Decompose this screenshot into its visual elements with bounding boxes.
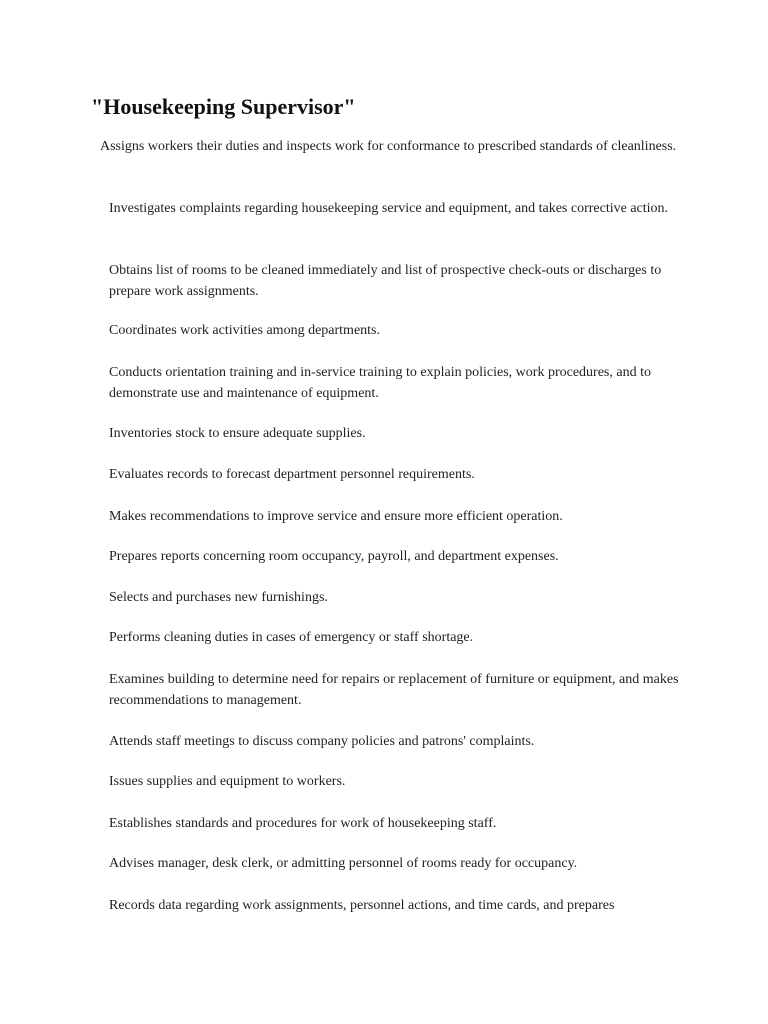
document-title: "Housekeeping Supervisor" (91, 94, 356, 119)
duty-item: Inventories stock to ensure adequate supplies. (109, 426, 366, 441)
duty-item: Obtains list of rooms to be cleaned immediately and list of prospective check-outs or discharges to prepare work assignments. (109, 263, 662, 299)
duty-item: Establishes standards and procedures for work of housekeeping staff. (109, 816, 497, 831)
duty-item: Selects and purchases new furnishings. (109, 590, 328, 605)
duty-item: Makes recommendations to improve service and ensure more efficient operation. (109, 509, 563, 524)
duty-item: Conducts orientation training and in-service training to explain policies, work procedures, and to demonstrate use and maintenance of equipment. (109, 365, 651, 401)
duty-item: Attends staff meetings to discuss company policies and patrons' complaints. (109, 734, 535, 749)
duty-item: Performs cleaning duties in cases of emergency or staff shortage. (109, 630, 474, 645)
duty-item: Prepares reports concerning room occupancy, payroll, and department expenses. (109, 549, 559, 564)
duty-item: Examines building to determine need for repairs or replacement of furniture or equipment, and makes recommendations to management. (109, 672, 679, 708)
duty-item: Assigns workers their duties and inspects work for conformance to prescribed standards of cleanliness. (100, 139, 677, 154)
duty-item: Issues supplies and equipment to workers. (109, 774, 346, 789)
duty-item: Records data regarding work assignments, personnel actions, and time cards, and prepares (109, 898, 615, 913)
duty-item: Coordinates work activities among departments. (109, 323, 380, 338)
duty-item: Evaluates records to forecast department personnel requirements. (109, 467, 475, 482)
duty-item: Investigates complaints regarding housekeeping service and equipment, and takes corrective action. (109, 201, 669, 216)
duty-item: Advises manager, desk clerk, or admitting personnel of rooms ready for occupancy. (109, 856, 578, 871)
